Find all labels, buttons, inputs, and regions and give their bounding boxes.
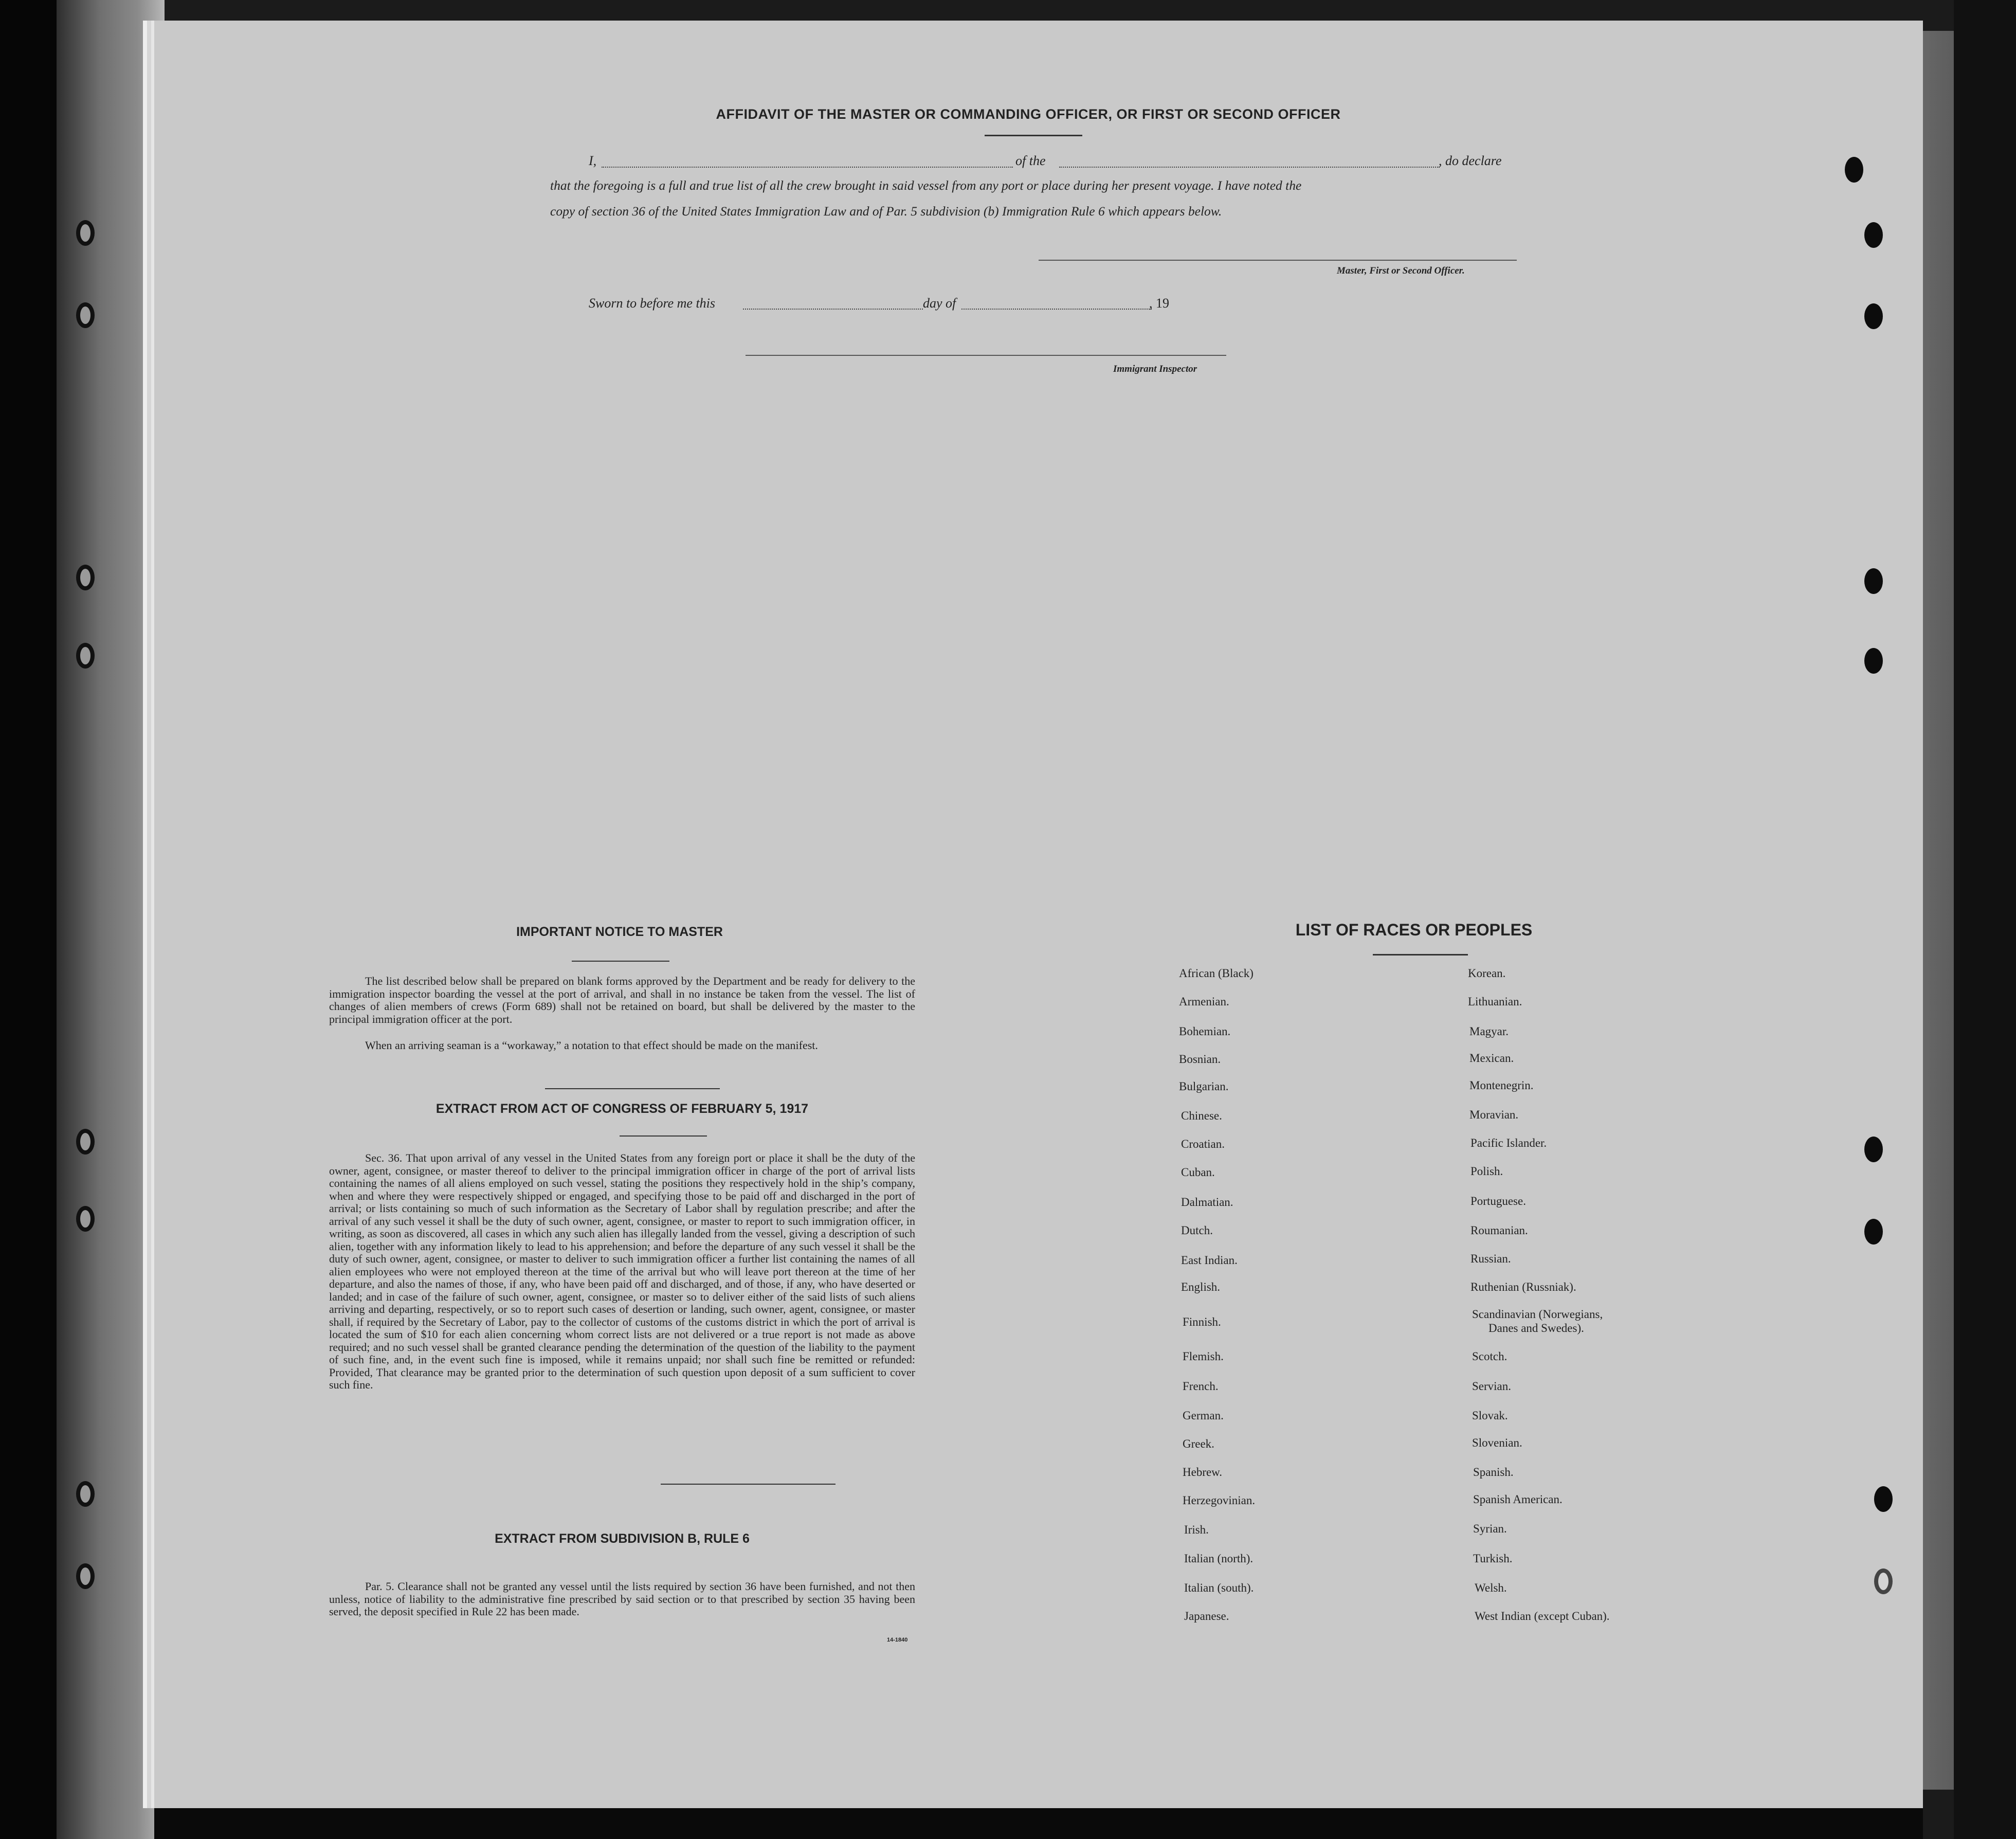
notice-rule bbox=[572, 961, 669, 962]
notice-title: IMPORTANT NOTICE TO MASTER bbox=[516, 925, 723, 939]
race-right-item: Pacific Islander. bbox=[1470, 1137, 1547, 1149]
binder-hole bbox=[76, 1129, 95, 1155]
affidavit-line1-of: of the bbox=[1015, 153, 1046, 168]
race-left-item: Japanese. bbox=[1184, 1610, 1229, 1622]
race-right-item: Montenegrin. bbox=[1469, 1079, 1534, 1092]
race-right-item: Spanish. bbox=[1473, 1466, 1514, 1479]
signature-caption: Master, First or Second Officer. bbox=[1337, 265, 1465, 276]
punch-hole bbox=[1874, 1486, 1893, 1512]
race-left-item: English. bbox=[1181, 1281, 1221, 1293]
race-left-item: Flemish. bbox=[1183, 1350, 1224, 1363]
punch-hole bbox=[1845, 157, 1863, 183]
name-blank[interactable] bbox=[602, 167, 1013, 168]
act-rule bbox=[620, 1135, 707, 1137]
race-left-item: Finnish. bbox=[1183, 1315, 1221, 1328]
races-title: LIST OF RACES OR PEOPLES bbox=[1295, 921, 1533, 939]
notice-paragraph-1: The list described below shall be prepared on blank forms approved by the Department and be ready for delivery to the immigration inspector boarding the vessel at the port of arrival, and shall in no instance be taken from the vessel. The list of changes of alien members of crews (Form 689) shall not be retained on board, but shall be delivered by the master to the principal immigration officer at the port. bbox=[329, 975, 915, 1025]
race-left-item: Greek. bbox=[1183, 1437, 1214, 1450]
notice-end-rule bbox=[545, 1088, 720, 1089]
rule-title: EXTRACT FROM SUBDIVISION B, RULE 6 bbox=[495, 1531, 750, 1546]
race-left-item: French. bbox=[1183, 1380, 1219, 1393]
binder-hole bbox=[76, 220, 95, 246]
race-left-item: Italian (south). bbox=[1184, 1581, 1254, 1594]
race-right-item: Polish. bbox=[1470, 1165, 1503, 1178]
race-left-item: Croatian. bbox=[1181, 1138, 1225, 1150]
affidavit-line3: copy of section 36 of the United States Immigration Law and of Par. 5 subdivision (b) Immigration Rule 6 which appears below. bbox=[550, 204, 1222, 219]
punch-hole bbox=[1874, 1568, 1893, 1594]
race-left-item: Chinese. bbox=[1181, 1109, 1222, 1122]
title-rule bbox=[985, 135, 1082, 136]
inspector-signature-line[interactable] bbox=[746, 355, 1226, 356]
punch-hole bbox=[1864, 1219, 1883, 1245]
race-left-item: Italian (north). bbox=[1184, 1552, 1254, 1565]
scan-margin-bottom bbox=[154, 1808, 1923, 1839]
race-left-item: African (Black) bbox=[1179, 967, 1254, 980]
inspector-caption: Immigrant Inspector bbox=[1113, 364, 1197, 374]
race-left-item: Hebrew. bbox=[1183, 1466, 1223, 1479]
act-paragraph: Sec. 36. That upon arrival of any vessel in the United States from any foreign port or place it shall be the duty of the owner, agent, consignee, or master thereof to deliver to the principal immigration officer in charge of the port of arrival lists containing the names of all aliens employed on such vessel, stating the positions they respectively hold in the ship’s company, when and where they were respectively shipped or engaged, and specifying those to be paid off and discharged in the port of arrival; or lists containing so much of such information as the Secretary of Labor shall by regulation prescribe; and after the arrival of any such vessel it shall be the duty of such owner, agent, consignee, or master to report to such immigration officer, in writing, as soon as discovered, all cases in which any such alien has illegally landed from the vessel, giving a description of such alien, together with any information likely to lead to his apprehension; and before the departure of any such vessel it shall be the duty of such owner, agent, consignee, or master to deliver to such immigration officer a further list containing the names of all alien employees who were not employed thereon at the time of the arrival but who will leave port thereon at the time of her departure, and also the names of those, if any, who have been paid off and discharged, and of those, if any, who have deserted or landed; and in case of the failure of such owner, agent, consignee, or master so to deliver either of the said lists of such aliens arriving and departing, respectively, or so to report such cases of desertion or landing, such owner, agent, consignee, or master shall, if required by the Secretary of Labor, pay to the collector of customs of the customs district in which the port of arrival is located the sum of $10 for each alien concerning whom correct lists are not delivered or a true report is not made as above required; and no such vessel shall be granted clearance pending the determination of the question of the liability to the payment of such fine, and, in the event such fine is imposed, while it remains unpaid; nor shall such fine be remitted or refunded: Provided, That clearance may be granted prior to the determination of such question upon deposit of a sum sufficient to cover such fine. bbox=[329, 1151, 915, 1391]
sworn-text: Sworn to before me this bbox=[589, 296, 716, 311]
scan-margin-right bbox=[1954, 0, 2016, 1839]
affidavit-line1-end: , do declare bbox=[1439, 153, 1502, 168]
race-right-item: Servian. bbox=[1472, 1380, 1512, 1393]
notice-paragraph-2: When an arriving seaman is a “workaway,” a notation to that effect should be made on the manifest. bbox=[365, 1039, 818, 1052]
race-right-item: Turkish. bbox=[1473, 1552, 1513, 1565]
race-right-item: Slovenian. bbox=[1472, 1436, 1522, 1449]
race-left-item: Armenian. bbox=[1179, 995, 1229, 1008]
race-left-item: Bulgarian. bbox=[1179, 1080, 1229, 1093]
binder-hole bbox=[76, 1206, 95, 1232]
race-right-item: West Indian (except Cuban). bbox=[1475, 1610, 1610, 1622]
sworn-month-blank[interactable] bbox=[961, 309, 1152, 310]
binder-hole bbox=[76, 1481, 95, 1507]
race-right-item: Lithuanian. bbox=[1468, 995, 1522, 1008]
race-right-item: Portuguese. bbox=[1470, 1195, 1526, 1207]
signature-line[interactable] bbox=[1039, 260, 1517, 261]
binder-hole bbox=[76, 302, 95, 328]
race-right-item: Slovak. bbox=[1472, 1409, 1508, 1422]
race-right-item: Spanish American. bbox=[1473, 1493, 1563, 1506]
form-number: 14-1840 bbox=[887, 1637, 908, 1643]
act-title: EXTRACT FROM ACT OF CONGRESS OF FEBRUARY 5, 1917 bbox=[435, 1102, 809, 1116]
punch-hole bbox=[1864, 222, 1883, 248]
scan-margin-left bbox=[0, 0, 57, 1839]
race-right-item: Danes and Swedes). bbox=[1488, 1322, 1584, 1335]
punch-hole bbox=[1864, 1137, 1883, 1162]
race-right-item: Korean. bbox=[1468, 967, 1506, 980]
sworn-year: , 19 bbox=[1149, 296, 1169, 311]
punch-hole bbox=[1864, 303, 1883, 329]
race-right-item: Mexican. bbox=[1469, 1052, 1514, 1065]
race-left-item: Cuban. bbox=[1181, 1166, 1215, 1179]
vessel-blank[interactable] bbox=[1059, 167, 1440, 168]
race-left-item: German. bbox=[1183, 1409, 1224, 1422]
race-right-item: Ruthenian (Russniak). bbox=[1470, 1281, 1576, 1293]
punch-hole bbox=[1864, 648, 1883, 674]
race-right-item: Welsh. bbox=[1475, 1581, 1507, 1594]
binder-hole bbox=[76, 565, 95, 590]
race-right-item: Magyar. bbox=[1469, 1025, 1509, 1038]
race-left-item: Dutch. bbox=[1181, 1224, 1213, 1237]
race-left-item: Dalmatian. bbox=[1181, 1196, 1233, 1209]
race-left-item: East Indian. bbox=[1181, 1254, 1238, 1267]
race-left-item: Irish. bbox=[1184, 1523, 1209, 1536]
race-right-item: Syrian. bbox=[1473, 1522, 1507, 1535]
race-right-item: Roumanian. bbox=[1470, 1224, 1528, 1237]
sworn-day-blank[interactable] bbox=[743, 309, 923, 310]
race-right-item: Moravian. bbox=[1469, 1108, 1519, 1121]
race-right-item: Russian. bbox=[1470, 1252, 1511, 1265]
binder-hole bbox=[76, 1563, 95, 1589]
affidavit-title: AFFIDAVIT OF THE MASTER OR COMMANDING OFFICER, OR FIRST OR SECOND OFFICER bbox=[716, 106, 1341, 122]
race-left-item: Bohemian. bbox=[1179, 1025, 1231, 1038]
punch-hole bbox=[1864, 568, 1883, 594]
binder-strip bbox=[57, 0, 165, 1839]
sworn-day-of: day of bbox=[923, 296, 956, 311]
affidavit-line2: that the foregoing is a full and true list of all the crew brought in said vessel from any port or place during her present voyage. I have noted the bbox=[550, 178, 1302, 193]
race-left-item: Bosnian. bbox=[1179, 1053, 1221, 1066]
affidavit-line1-start: I, bbox=[589, 153, 597, 168]
rule-paragraph: Par. 5. Clearance shall not be granted any vessel until the lists required by section 36 have been furnished, and not then unless, notice of liability to the administrative fine prescribed by said section or to that prescribed by section 35 having been served, the deposit specified in Rule 22 has been made. bbox=[329, 1580, 915, 1618]
binder-hole bbox=[76, 643, 95, 669]
race-right-item: Scotch. bbox=[1472, 1350, 1508, 1363]
races-rule bbox=[1373, 954, 1468, 955]
act-end-rule bbox=[661, 1484, 836, 1485]
race-right-item: Scandinavian (Norwegians, bbox=[1472, 1308, 1603, 1321]
race-left-item: Herzegovinian. bbox=[1183, 1494, 1256, 1507]
